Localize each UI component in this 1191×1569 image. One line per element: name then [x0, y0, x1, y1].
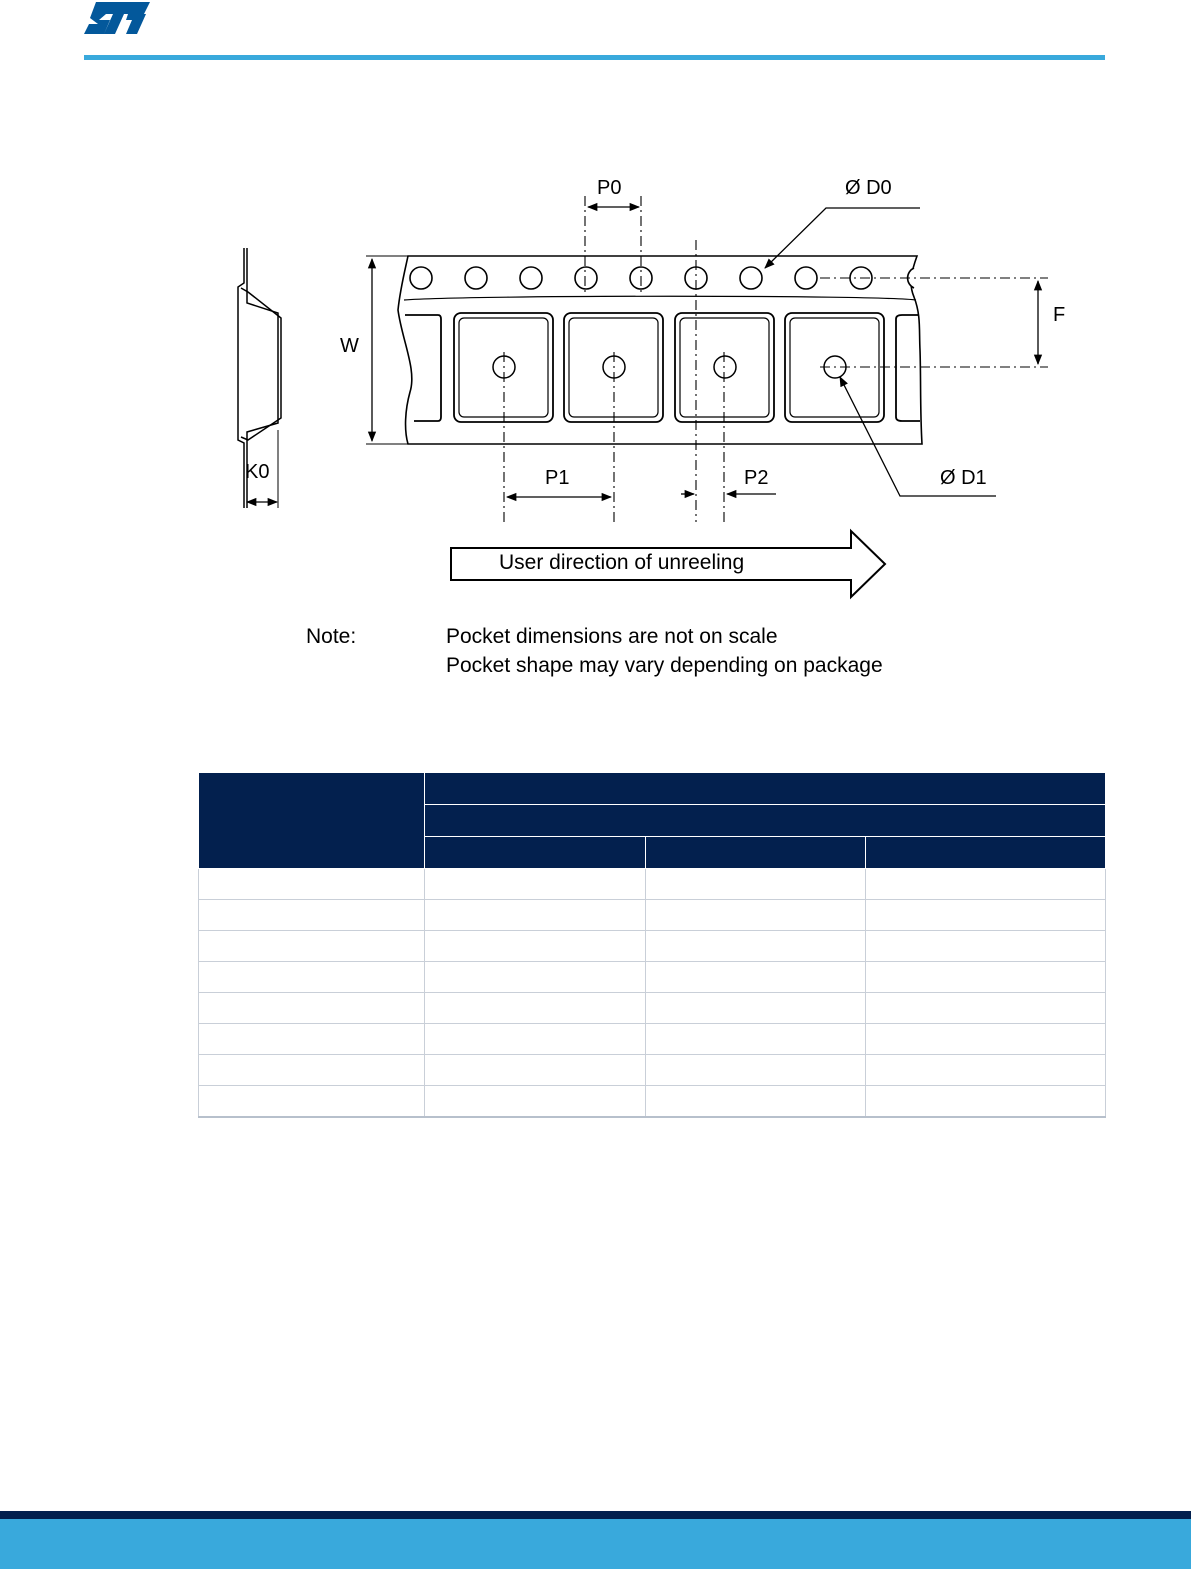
table-cell — [425, 1055, 646, 1086]
table-cell — [199, 869, 425, 900]
table-cell — [199, 931, 425, 962]
label-p0: P0 — [597, 177, 622, 199]
sprocket-hole — [795, 267, 817, 289]
table-header — [199, 773, 1106, 869]
table-cell — [199, 900, 425, 931]
header-max — [866, 837, 1106, 869]
table-cell — [646, 869, 866, 900]
label-d0: Ø D0 — [845, 177, 892, 199]
table-row — [199, 1055, 1106, 1086]
carrier-tape-drawing — [0, 0, 1191, 700]
label-d1: Ø D1 — [940, 467, 987, 489]
table-cell — [425, 993, 646, 1024]
header-typ — [646, 837, 866, 869]
table-row — [199, 962, 1106, 993]
sprocket-hole — [575, 267, 597, 289]
table-row — [199, 1024, 1106, 1055]
label-f: F — [1053, 304, 1066, 326]
table-body — [199, 869, 1106, 1118]
sprocket-hole — [465, 267, 487, 289]
header-dimension — [199, 773, 425, 869]
table-cell — [199, 1055, 425, 1086]
table-cell — [866, 1086, 1106, 1118]
table-row — [199, 931, 1106, 962]
note-line-1: Pocket dimensions are not on scale — [446, 625, 778, 648]
table-cell — [646, 900, 866, 931]
header-min — [425, 837, 646, 869]
table-cell — [646, 1024, 866, 1055]
label-w: W — [340, 335, 359, 357]
note-line-2: Pocket shape may vary depending on package — [446, 654, 883, 677]
sprocket-hole — [740, 267, 762, 289]
label-p1: P1 — [545, 467, 570, 489]
note-label: Note: — [306, 625, 357, 648]
table-cell — [199, 1024, 425, 1055]
table-cell — [425, 931, 646, 962]
table-cell — [646, 931, 866, 962]
header-subgroup — [425, 805, 1106, 837]
sprocket-hole — [520, 267, 542, 289]
table-cell — [646, 1055, 866, 1086]
table-cell — [646, 1086, 866, 1118]
header-group — [425, 773, 1106, 805]
pocket — [896, 315, 920, 421]
table-cell — [425, 1086, 646, 1118]
table-cell — [425, 1024, 646, 1055]
table-cell — [199, 1086, 425, 1118]
footer-rule — [0, 1511, 1191, 1519]
table-cell — [199, 993, 425, 1024]
sprocket-holes — [410, 267, 914, 289]
table-cell — [866, 993, 1106, 1024]
table-row — [199, 993, 1106, 1024]
label-k0: K0 — [245, 461, 270, 483]
table-row — [199, 900, 1106, 931]
sprocket-hole — [410, 267, 432, 289]
table-cell — [646, 993, 866, 1024]
table-cell — [199, 962, 425, 993]
table-cell — [425, 900, 646, 931]
direction-text: User direction of unreeling — [499, 551, 745, 574]
table-row — [199, 1086, 1106, 1118]
label-p2: P2 — [744, 467, 769, 489]
table-cell — [646, 962, 866, 993]
table-cell — [425, 962, 646, 993]
footer-bar — [0, 1519, 1191, 1569]
table-cell — [866, 1055, 1106, 1086]
pocket-hole — [714, 356, 736, 378]
table-row — [199, 869, 1106, 900]
table-cell — [866, 931, 1106, 962]
table-cell — [866, 900, 1106, 931]
tape-dimensions-table — [198, 772, 1106, 1118]
table-cell — [866, 962, 1106, 993]
table-cell — [866, 1024, 1106, 1055]
table-cell — [425, 869, 646, 900]
table-cell — [866, 869, 1106, 900]
